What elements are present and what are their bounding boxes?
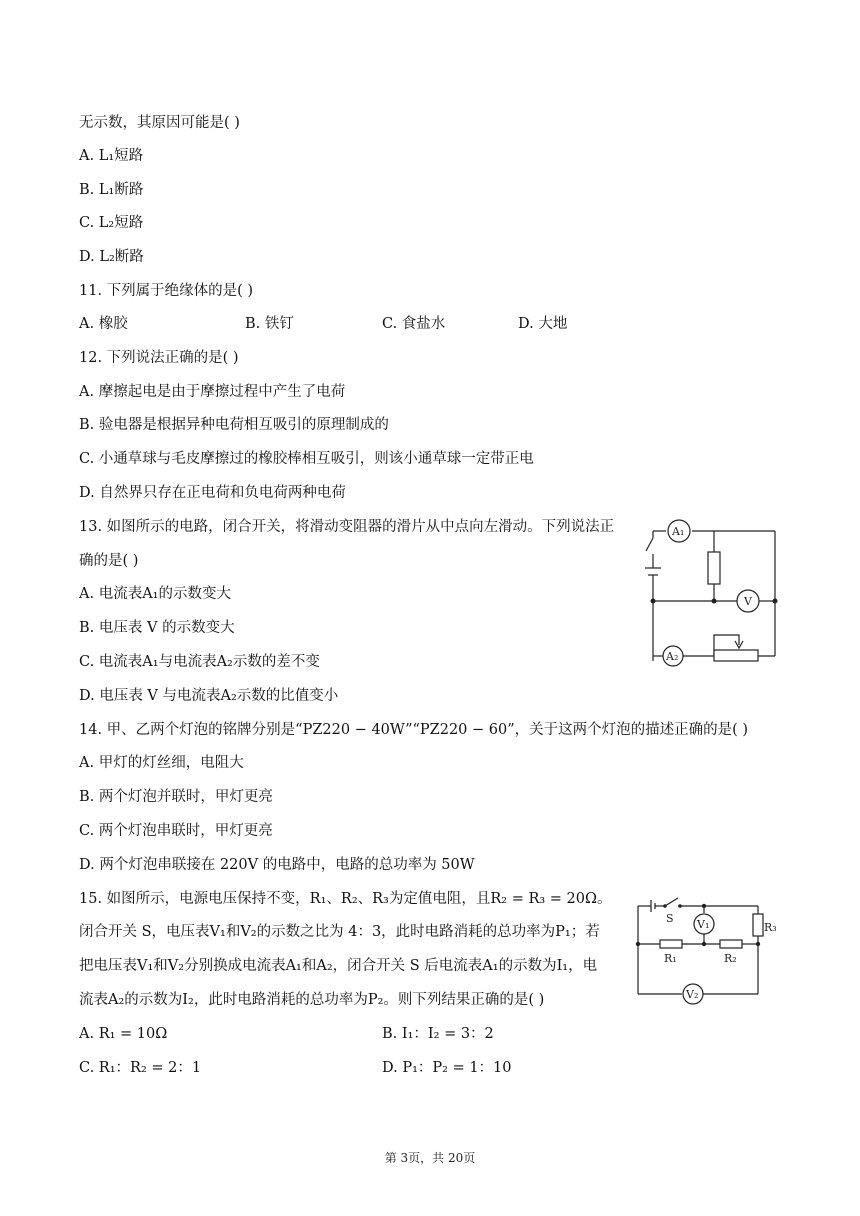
q14-option-c: C. 两个灯泡串联时，甲灯更亮 [79, 823, 273, 839]
rheostat-icon [714, 650, 758, 661]
q14-option-d: D. 两个灯泡串联接在 220V 的电路中，电路的总功率为 50W [79, 857, 475, 873]
q13-option-d: D. 电压表 V 与电流表A₂示数的比值变小 [79, 688, 339, 704]
q11-option-a: A. 橡胶 [79, 316, 128, 332]
ammeter-a2-label: A₂ [666, 650, 679, 663]
switch-icon [646, 538, 653, 551]
q15-option-b: B. I₁：I₂ = 3：2 [382, 1026, 494, 1042]
q13-option-c: C. 电流表A₁与电流表A₂示数的差不变 [79, 654, 320, 670]
q14-option-b: B. 两个灯泡并联时，甲灯更亮 [79, 789, 273, 805]
q15-stem-line1: 15. 如图所示，电源电压保持不变，R₁、R₂、R₃为定值电阻，且R₂ = R₃ = 20Ω。 [79, 891, 612, 907]
q15-stem-line3: 把电压表V₁和V₂分别换成电流表A₁和A₂，闭合开关 S 后电流表A₁的示数为I₁，电 [79, 958, 598, 974]
resistor-r2-icon [720, 940, 742, 948]
q15-option-a: A. R₁ = 10Ω [79, 1026, 168, 1042]
q12-stem: 12. 下列说法正确的是( ) [79, 350, 239, 366]
q12-option-a: A. 摩擦起电是由于摩擦过程中产生了电荷 [79, 384, 346, 400]
q14-stem: 14. 甲、乙两个灯泡的铭牌分别是“PZ220 − 40W”“PZ220 − 60”，关于这两个灯泡的描述正确的是( ) [79, 722, 749, 738]
q13-option-a: A. 电流表A₁的示数变大 [79, 586, 231, 602]
ammeter-a1-label: A₁ [672, 525, 685, 538]
q10-option-a: A. L₁短路 [79, 148, 144, 164]
q12-option-c: C. 小通草球与毛皮摩擦过的橡胶棒相互吸引，则该小通草球一定带正电 [79, 451, 534, 467]
q13-circuit-diagram [636, 518, 786, 668]
q13-stem-line2: 确的是( ) [79, 553, 139, 569]
switch-s-label: S [666, 912, 674, 925]
voltmeter-v-label: V [744, 595, 752, 608]
q15-option-c: C. R₁：R₂ = 2：1 [79, 1060, 202, 1076]
q11-option-b: B. 铁钉 [245, 316, 294, 332]
q15-stem-line2: 闭合开关 S，电压表V₁和V₂的示数之比为 4：3，此时电路消耗的总功率为P₁；若 [79, 924, 600, 940]
q13-stem-line1: 13. 如图所示的电路，闭合开关，将滑动变阻器的滑片从中点向左滑动。下列说法正 [79, 519, 615, 535]
q15-circuit-diagram [634, 890, 784, 1002]
q10-option-c: C. L₂短路 [79, 215, 144, 231]
voltmeter-v2-label: V₂ [686, 988, 699, 1001]
q12-option-d: D. 自然界只存在正电荷和负电荷两种电荷 [79, 485, 346, 501]
q11-stem: 11. 下列属于绝缘体的是( ) [79, 283, 254, 299]
q15-stem-line4: 流表A₂的示数为I₂，此时电路消耗的总功率为P₂。则下列结果正确的是( ) [79, 992, 545, 1008]
q12-option-b: B. 验电器是根据异种电荷相互吸引的原理制成的 [79, 417, 389, 433]
q11-option-d: D. 大地 [518, 316, 568, 332]
q15-option-d: D. P₁：P₂ = 1：10 [382, 1060, 512, 1076]
q14-option-a: A. 甲灯的灯丝细，电阻大 [79, 755, 244, 771]
resistor-icon [708, 552, 720, 584]
voltmeter-v1-label: V₁ [697, 918, 710, 931]
q11-option-c: C. 食盐水 [382, 316, 446, 332]
q10-text-line: 无示数，其原因可能是( ) [79, 115, 240, 131]
resistor-r2-label: R₂ [724, 952, 737, 965]
q13-option-b: B. 电压表 V 的示数变大 [79, 620, 235, 636]
resistor-r1-label: R₁ [664, 952, 677, 965]
page-footer: 第 3页，共 20页 [384, 1151, 476, 1165]
switch-s-icon [665, 898, 678, 906]
resistor-r3-label: R₃ [764, 921, 777, 934]
resistor-r1-icon [660, 940, 682, 948]
q10-option-d: D. L₂断路 [79, 249, 144, 265]
resistor-r3-icon [753, 914, 763, 936]
q10-option-b: B. L₁断路 [79, 182, 144, 198]
